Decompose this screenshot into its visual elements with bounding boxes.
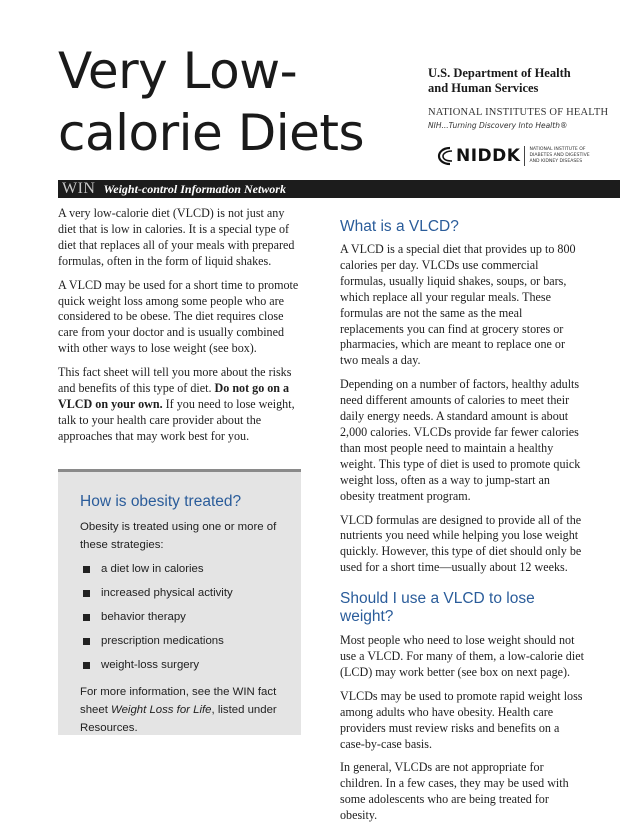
- niddk-full-line-3: AND KIDNEY DISEASES: [529, 159, 583, 164]
- box-heading: How is obesity treated?: [80, 493, 242, 510]
- advice-text-b: If you need to lose weight, talk to your health care provider about the approaches that may work best for you.: [58, 396, 295, 443]
- should-i-use-heading: Should I use a VLCD to lose weight?: [340, 590, 535, 626]
- agency-line-2: and Human Services: [428, 81, 539, 95]
- rapid-loss-paragraph: VLCDs may be used to promote rapid weight loss among adults who have obesity. Health care providers must review risks and benefits on a case-by-case basis.: [340, 688, 583, 751]
- bullet-square-icon: [83, 662, 90, 669]
- box-more-info: [80, 683, 287, 737]
- bullet-square-icon: [83, 566, 90, 573]
- niddk-full-line-2: DIABETES AND DIGESTIVE: [529, 153, 590, 158]
- usage-paragraph: A VLCD may be used for a short time to promote quick weight loss among some people who are considered to be obese. The diet requires close care from your doctor and is usually combined with other ways to lose weight (see box).: [58, 277, 299, 356]
- advice-text-a: This fact sheet will tell you more about the risks and benefits of this type of diet.: [58, 365, 292, 396]
- list-item-text: weight-loss surgery: [101, 659, 200, 671]
- niddk-full-name: [529, 147, 601, 165]
- win-acronym: WIN: [62, 180, 96, 197]
- list-item: [80, 634, 287, 649]
- nih-tagline: NIH...Turning Discovery Into Health®: [428, 121, 568, 130]
- box-intro: Obesity is treated using one or more of these strategies:: [80, 521, 277, 551]
- niddk-mark-icon: [436, 145, 454, 167]
- lcd-alternative-paragraph: Most people who need to lose weight should not use a VLCD. For many of them, a low-calorie diet (LCD) may work better (see box on next page).: [340, 633, 584, 679]
- list-item: [80, 562, 287, 577]
- win-banner: [58, 180, 620, 198]
- agency-name: [428, 66, 628, 96]
- bullet-square-icon: [83, 614, 90, 621]
- what-is-vlcd-heading: What is a VLCD?: [340, 218, 459, 235]
- left-column: [58, 206, 301, 453]
- title-line-1: Very Low-: [58, 42, 298, 100]
- bullet-square-icon: [83, 590, 90, 597]
- fact-sheet-title: Weight Loss for Life: [111, 704, 212, 716]
- more-text-b: , listed under Resources.: [80, 704, 277, 734]
- document-title: [58, 40, 388, 164]
- niddk-full-line-1: NATIONAL INSTITUTE OF: [529, 147, 586, 152]
- list-item-text: increased physical activity: [101, 587, 233, 599]
- list-item: [80, 586, 287, 601]
- right-column: [340, 218, 585, 832]
- calorie-needs-paragraph: Depending on a number of factors, healthy adults need different amounts of calories to meet their daily energy needs. A standard amount is about 2,000 calories. VLCDs provide far fewer calories than most people need to maintain a healthy weight. This type of diet is used to promote quick weight loss, often as a way to jump-start an obesity treatment program.: [340, 377, 581, 503]
- win-network-name: Weight-control Information Network: [103, 181, 286, 196]
- nih-name: NATIONAL INSTITUTES OF HEALTH: [428, 107, 609, 118]
- obesity-treatment-box: [58, 469, 301, 735]
- list-item-text: prescription medications: [101, 635, 224, 647]
- formula-paragraph: VLCD formulas are designed to provide all of the nutrients you need while helping you lose weight quickly. However, this type of diet should only be used for a short time—usually about 12 weeks.: [340, 512, 582, 575]
- children-paragraph: In general, VLCDs are not appropriate for children. In a few cases, they may be used with some adolescents who are being treated for obesity.: [340, 760, 569, 823]
- list-item-text: a diet low in calories: [101, 563, 204, 575]
- agency-line-1: U.S. Department of Health: [428, 66, 571, 80]
- title-line-2: calorie Diets: [58, 104, 365, 162]
- advice-warning: Do not go on a VLCD on your own.: [58, 381, 290, 411]
- list-item-text: behavior therapy: [101, 611, 186, 623]
- niddk-logo: [436, 145, 601, 167]
- vlcd-definition-paragraph: A VLCD is a special diet that provides up to 800 calories per day. VLCDs use commercial formulas, usually liquid shakes, soups, or bars, which replace all your regular meals. These formulas are not the same as the meal replacements you can find at grocery stores or pharmacies, which are meant to replace one or two meals a day.: [340, 242, 576, 368]
- strategy-list: [80, 562, 287, 673]
- bullet-square-icon: [83, 638, 90, 645]
- niddk-wordmark: NIDDK: [456, 146, 525, 166]
- list-item: [80, 658, 287, 673]
- intro-paragraph: A very low-calorie diet (VLCD) is not just any diet that is low in calories. It is a special type of diet that replaces all of your meals with prepared formulas, often in the form of liquid shakes.: [58, 206, 295, 268]
- list-item: [80, 610, 287, 625]
- more-text-a: For more information, see the WIN fact sheet: [80, 686, 277, 716]
- advice-paragraph: [58, 365, 301, 445]
